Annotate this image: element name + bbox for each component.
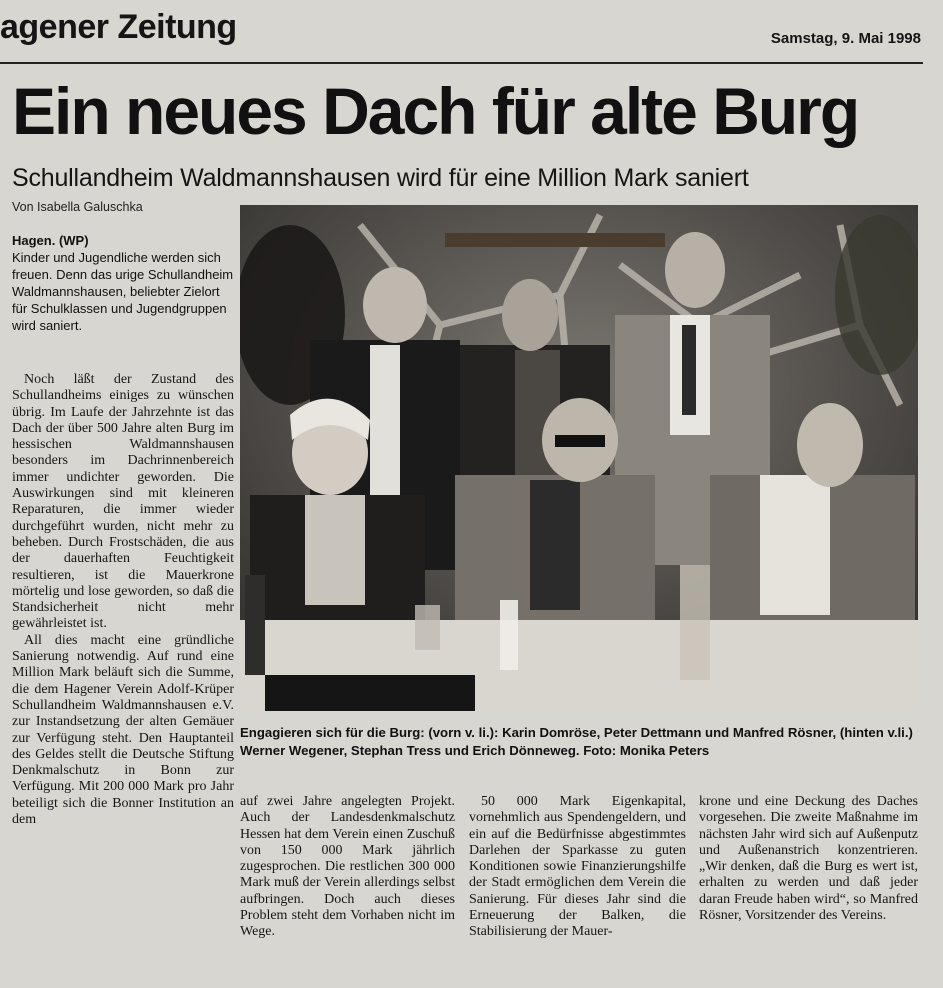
body-paragraph: krone und eine Deckung des Daches vorgesehen. Die zweite Maßnahme im nächsten Jahr wird sich auf Außenputz und Außenanstrich konzentrieren. „Wir denken, daß die Burg es wert ist, erhalten zu werden und daß jeder daran Freude haben wird“, so Manfred Rösner, Vorsitzender des Vereins. <box>699 794 918 924</box>
article-column-3 <box>469 794 686 988</box>
body-paragraph: auf zwei Jahre angelegten Projekt. Auch der Landesdenkmalschutz Hessen hat dem Verein einen Zuschuß von 150 000 Mark jährlich zugesprochen. Die restlichen 300 000 Mark muß der Verein allerdings selbst aufbringen. Doch auch dieses Problem steht dem Vorhaben nicht im Wege. <box>240 794 455 940</box>
article-headline: Ein neues Dach für alte Burg <box>12 74 859 148</box>
article-photo <box>240 205 918 711</box>
article-column-1 <box>12 372 234 984</box>
body-paragraph: Noch läßt der Zustand des Schullandheims einiges zu wünschen übrig. Im Laufe der Jahrzehnte ist das Dach der über 500 Jahre alten Burg im hessischen Waldmannshausen besonders im Dachrinnenbereich immer undichter geworden. Die Auswirkungen sind mit kleineren Reparaturen, die immer wieder durchgeführt wurden, nicht mehr zu beheben. Durch Frostschäden, die aus der dauerhaften Feuchtigkeit resultieren, ist die Mauerkrone mörtelig und lose geworden, so daß die Standsicherheit nicht mehr gewährleistet ist. <box>12 372 234 632</box>
article-column-4 <box>699 794 918 988</box>
lead-text: Kinder und Jugendliche werden sich freuen. Denn das urige Schullandheim Waldmannshausen, beliebter Zielort für Schulklassen und Jugendgruppen wird saniert. <box>12 250 234 333</box>
newspaper-masthead: agener Zeitung <box>0 8 237 46</box>
issue-date: Samstag, 9. Mai 1998 <box>770 30 921 47</box>
body-paragraph: 50 000 Mark Eigenkapital, vornehmlich aus Spendengeldern, und ein auf die Bedürfnisse abgestimmtes Darlehen der Sparkasse zu guten Konditionen sowie Finanzierungshilfe der Stadt ermöglichen dem Verein die Sanierung. Für dieses Jahr sind die Erneuerung der Balken, die Stabilisierung der Mauer- <box>469 794 686 940</box>
article-dateline: Hagen. (WP) <box>12 233 89 248</box>
group-photo-image <box>240 205 918 711</box>
masthead-rule <box>0 62 923 64</box>
article-byline: Von Isabella Galuschka <box>12 200 143 214</box>
article-subhead: Schullandheim Waldmannshausen wird für eine Million Mark saniert <box>12 164 749 192</box>
article-lead <box>12 232 234 334</box>
article-column-2 <box>240 794 455 988</box>
photo-caption: Engagieren sich für die Burg: (vorn v. li.): Karin Domröse, Peter Dettmann und Manfred Rösner, (hinten v.li.) Werner Wegener, Stephan Tress und Erich Dönneweg. Foto: Monika Peters <box>240 725 913 758</box>
body-paragraph: All dies macht eine gründliche Sanierung notwendig. Auf rund eine Million Mark beläuft sich die Summe, die dem Hagener Verein Adolf-Krüper Schullandheim Waldmannshausen e.V. zur Instandsetzung der alten Gemäuer zur Verfügung steht. Den Hauptanteil des Geldes stellt die Deutsche Stiftung Denkmalschutz in Bonn zur Verfügung. Mit 200 000 Mark pro Jahr beteiligt sich die Bonner Institution an dem <box>12 632 234 828</box>
